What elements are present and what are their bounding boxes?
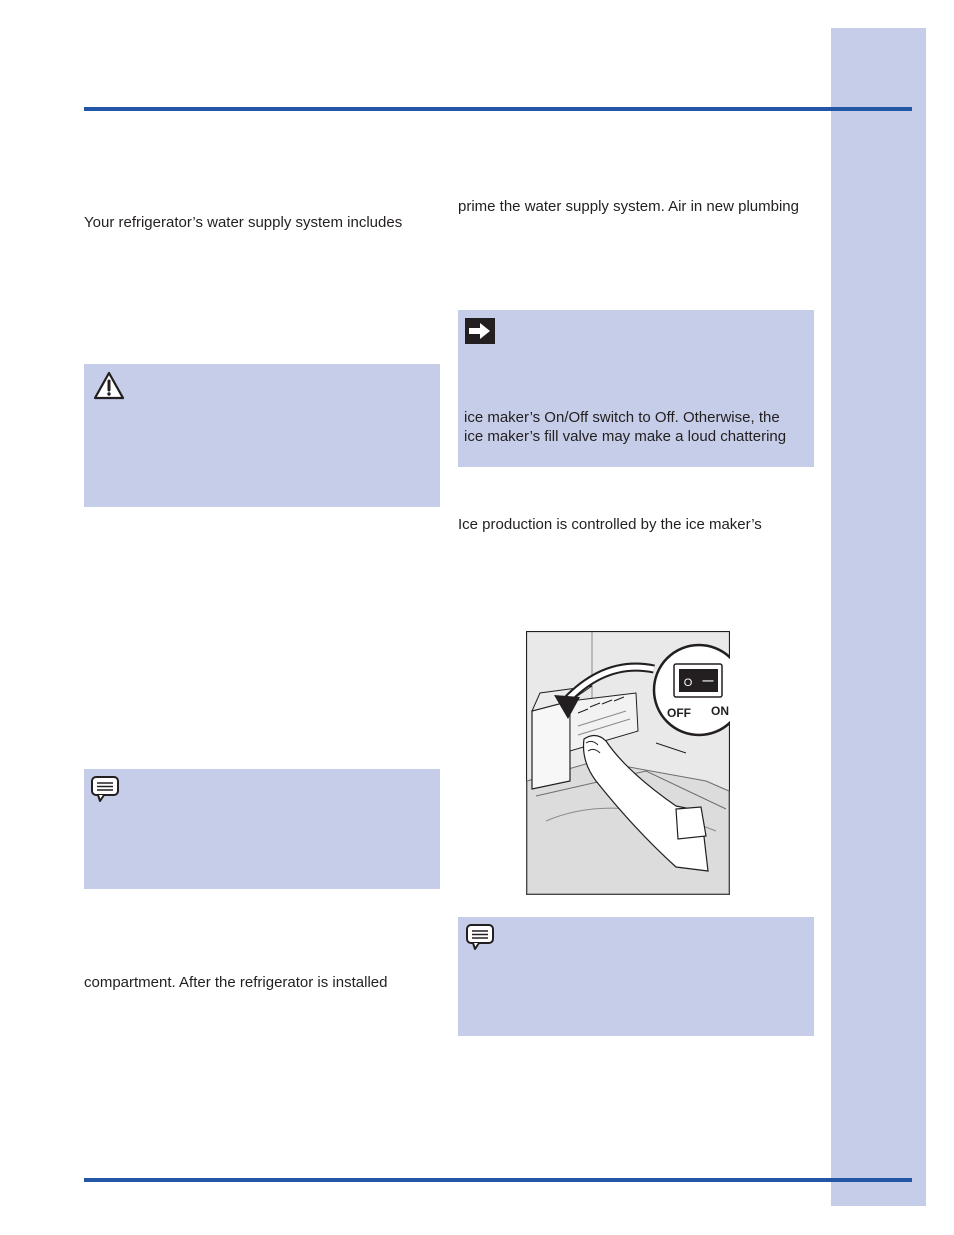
warning-triangle-icon (93, 371, 125, 401)
prime-text: prime the water supply system. Air in new plumbing (458, 198, 799, 215)
on-label: ON (711, 704, 729, 718)
warning-box (84, 364, 440, 507)
important-box (458, 310, 814, 467)
note-box-2 (458, 917, 814, 1036)
intro-text: Your refrigerator’s water supply system includes (84, 214, 403, 231)
ice-maker-switch-illustration (526, 631, 730, 895)
compartment-text: compartment. After the refrigerator is installed (84, 974, 388, 991)
arrow-right-icon (465, 318, 495, 344)
note-speech-icon (90, 775, 120, 803)
switch-off-symbol: O (683, 677, 693, 689)
important-line-2: ice maker’s fill valve may make a loud chattering (464, 428, 787, 445)
off-label: OFF (667, 706, 691, 720)
important-line-1: ice maker’s On/Off switch to Off. Otherwise, the (464, 409, 780, 426)
note-box (84, 769, 440, 889)
header-rule (84, 107, 912, 111)
note-speech-icon (465, 923, 495, 951)
ice-production-text: Ice production is controlled by the ice maker’s (458, 516, 762, 533)
footer-rule (84, 1178, 912, 1182)
switch-on-symbol: — (702, 675, 714, 687)
side-tab (831, 28, 926, 1206)
